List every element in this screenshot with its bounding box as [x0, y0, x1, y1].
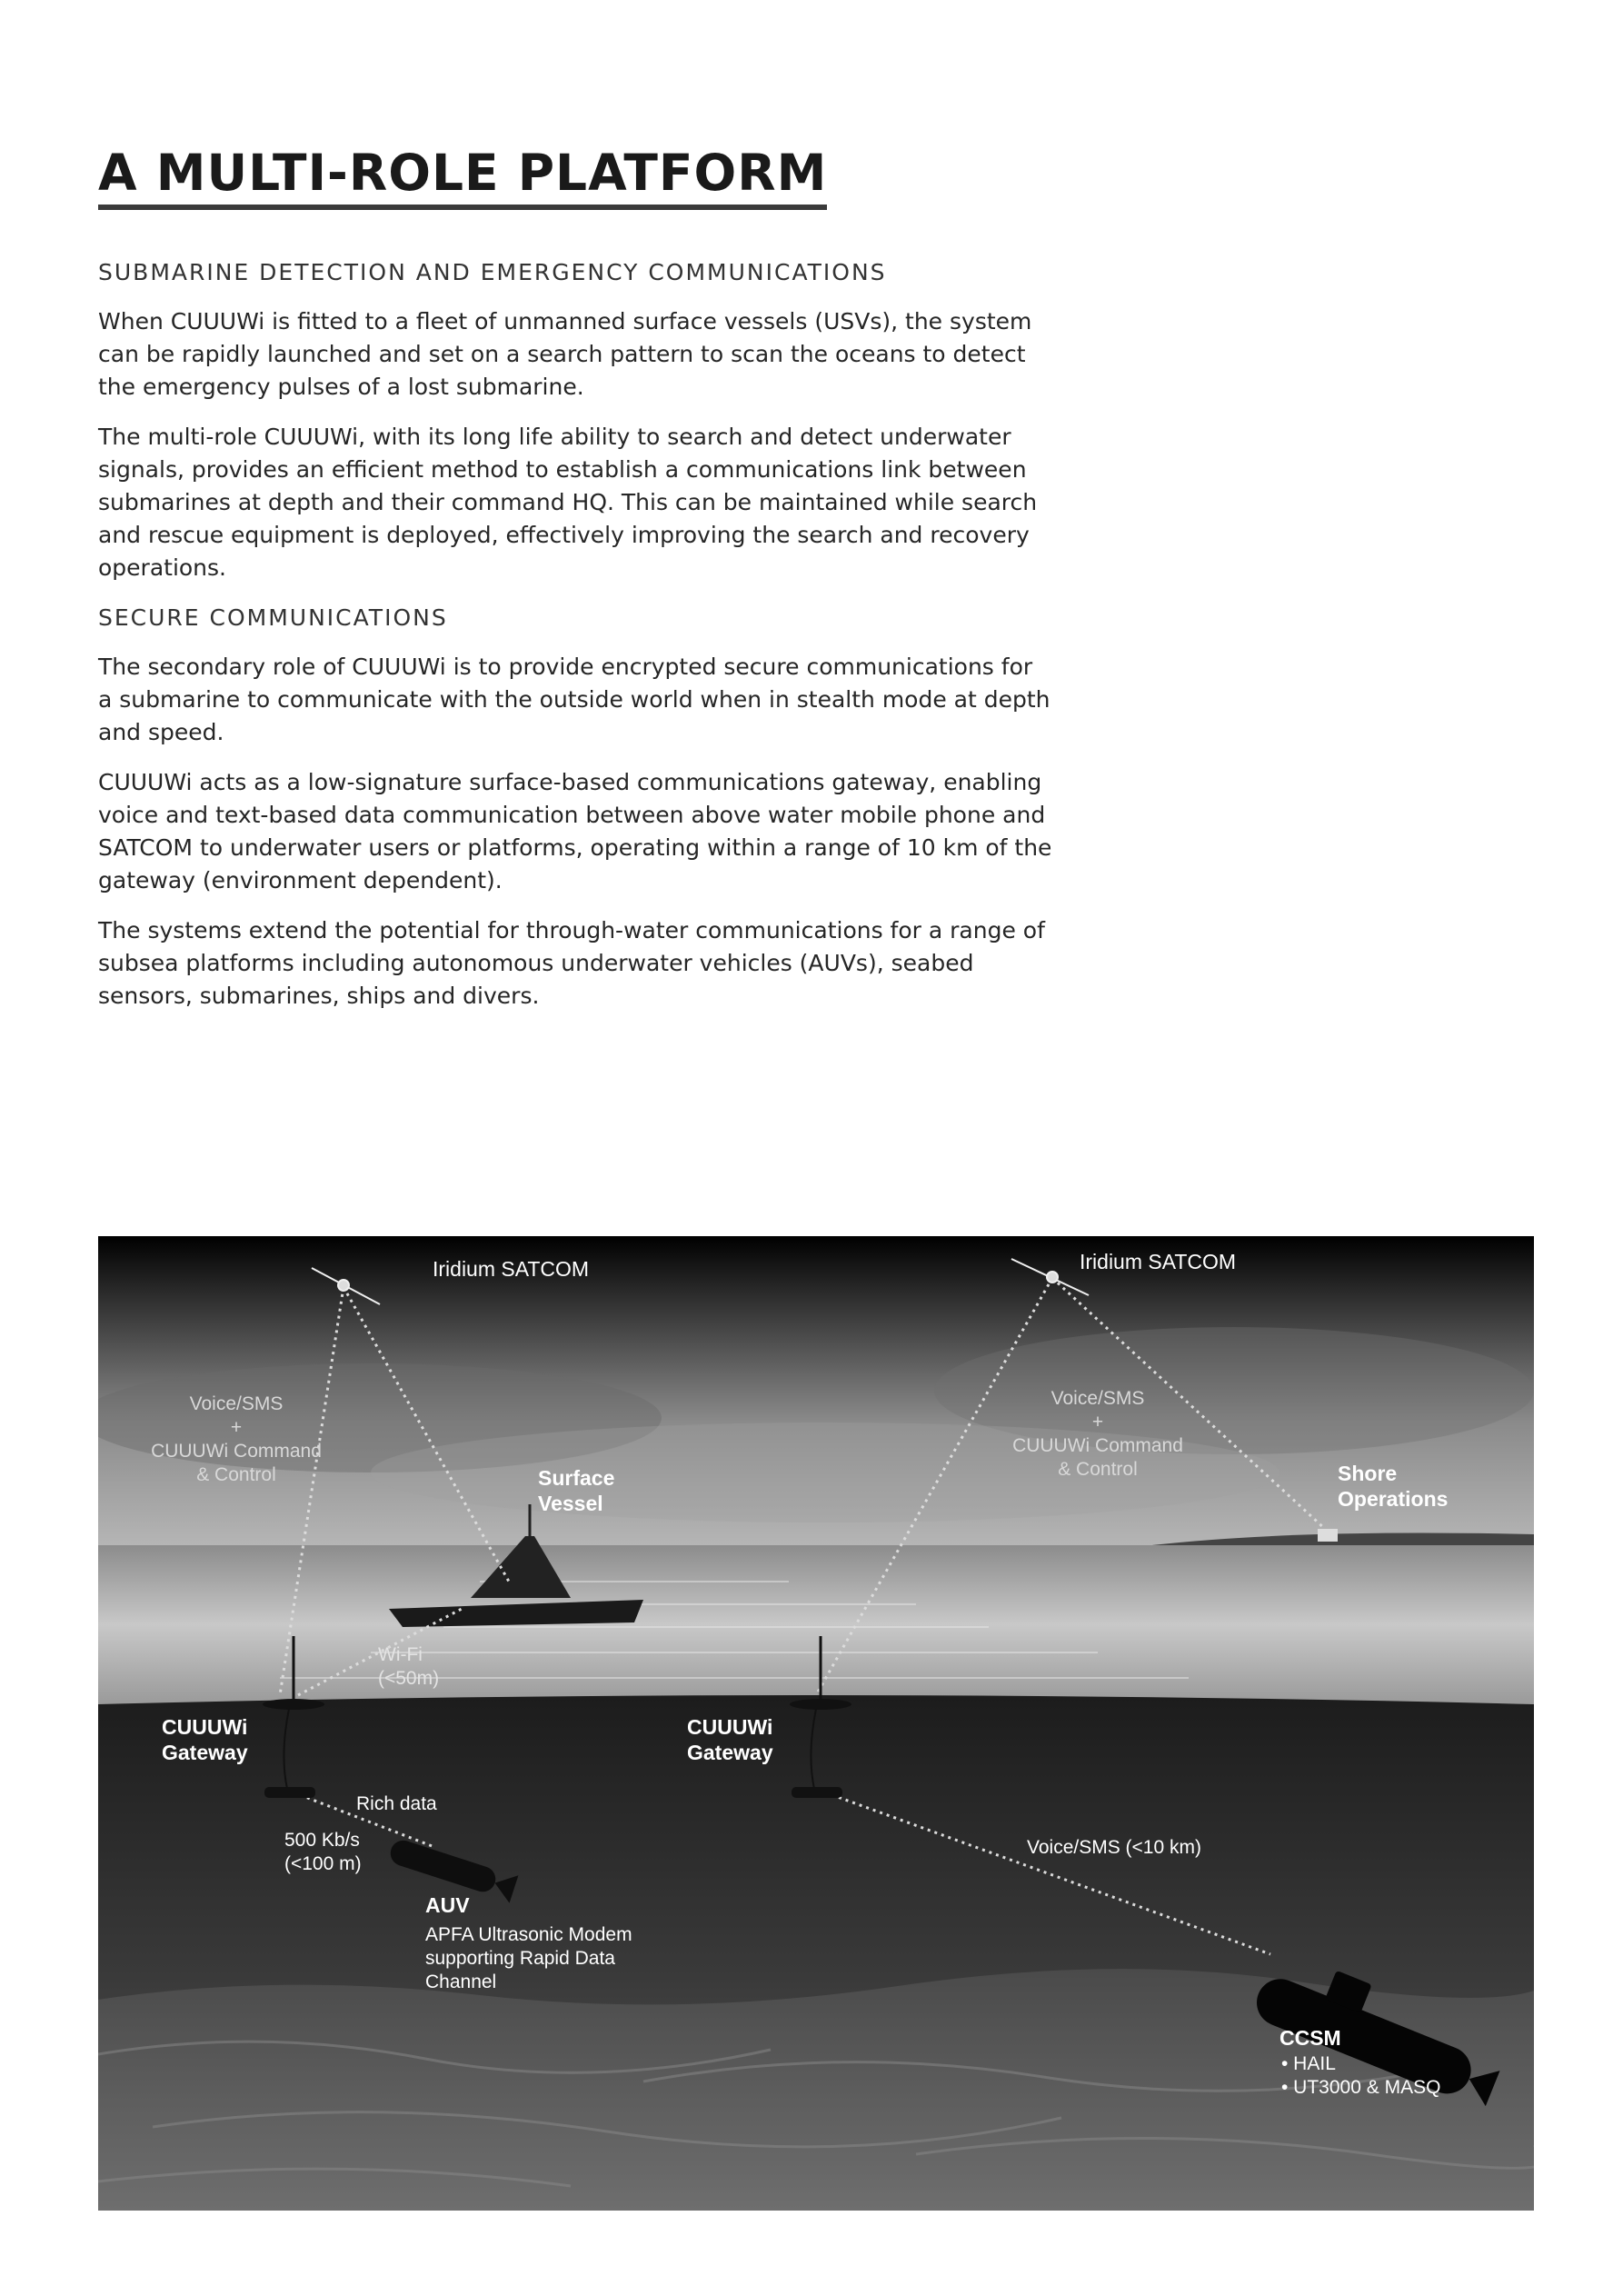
ccsm-items: • HAIL • UT3000 & MASQ — [1281, 2053, 1441, 2098]
paragraph: When CUUUWi is fitted to a fleet of unmanned surface vessels (USVs), the system can be rapidly launched and set on a search pattern to scan the oceans to detect the emergency pulses of a lost submarine. — [98, 308, 1032, 400]
satcom-label: Iridium SATCOM — [433, 1257, 590, 1281]
wifi-label: Wi-Fi (<50m) — [378, 1644, 440, 1689]
section-heading-secure-communications: SECURE COMMUNICATIONS — [98, 604, 448, 631]
page-title: A MULTI-ROLE PLATFORM — [98, 145, 827, 210]
gateway-label: CUUUWi Gateway — [162, 1715, 248, 1764]
section-heading-submarine-detection: SUBMARINE DETECTION AND EMERGENCY COMMUNICATIONS — [98, 259, 887, 285]
gateway-label: CUUUWi Gateway — [687, 1715, 773, 1764]
auv-description: APFA Ultrasonic Modem supporting Rapid Data Channel — [425, 1924, 632, 1992]
surface-vessel-label: Surface Vessel — [538, 1466, 615, 1515]
paragraph: CUUUWi acts as a low-signature surface-based communications gateway, enabling voice and text-based data communication between above water mobile phone and SATCOM to underwater users or platforms, operating within a range of 10 km of the gateway (environment dependent). — [98, 769, 1052, 893]
sea-surface — [98, 1545, 1534, 1704]
shore-operations-label: Shore Operations — [1338, 1462, 1449, 1511]
voice-range-label: Voice/SMS (<10 km) — [1027, 1837, 1201, 1858]
data-rate-label: 500 Kb/s (<100 m) — [284, 1830, 362, 1874]
communications-diagram — [98, 1236, 1534, 2211]
satcom-label: Iridium SATCOM — [1080, 1250, 1237, 1273]
rich-data-label: Rich data — [356, 1793, 437, 1814]
auv-label: AUV — [425, 1893, 470, 1917]
paragraph: The secondary role of CUUUWi is to provide encrypted secure communications for a submarine to communicate with the outside world when in stealth mode at depth and speed. — [98, 654, 1050, 745]
paragraph: The systems extend the potential for through-water communications for a range of subsea platforms including autonomous underwater vehicles (AUVs), seabed sensors, submarines, ships and divers. — [98, 917, 1045, 1009]
voice-command-label: Voice/SMS + CUUUWi Command & Control — [1012, 1388, 1183, 1480]
ccsm-label: CCSM — [1279, 2026, 1341, 2050]
voice-command-label: Voice/SMS + CUUUWi Command & Control — [151, 1393, 322, 1485]
paragraph: The multi-role CUUUWi, with its long life ability to search and detect underwater signals, provides an efficient method to establish a communications link between submarines at depth and their command HQ. This can be maintained while search and rescue equipment is deployed, effectively improving the search and recovery operations. — [98, 424, 1038, 581]
shore-building — [1318, 1529, 1338, 1542]
